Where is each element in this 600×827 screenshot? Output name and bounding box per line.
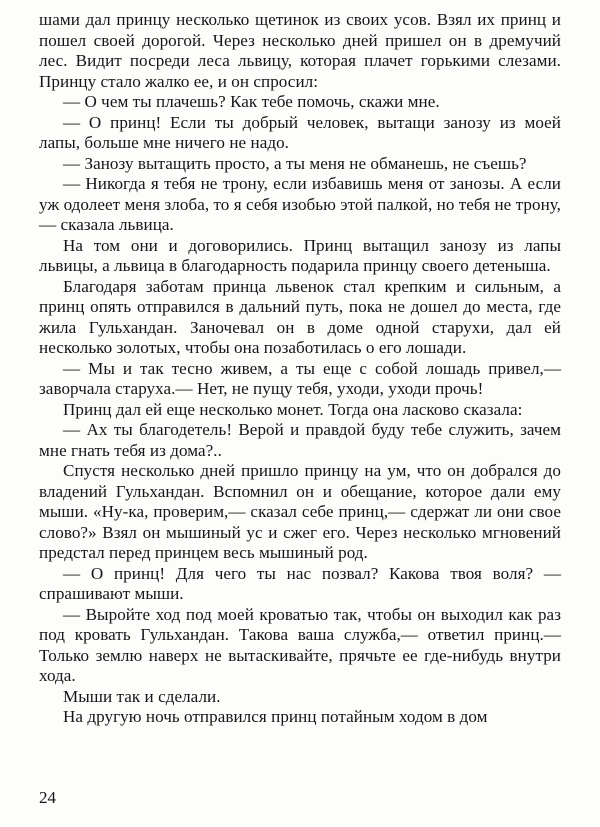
paragraph: — Выройте ход под моей кроватью так, чтобы он выходил как раз под кровать Гульхандан. Такова ваша служба,— ответил принц.— Только землю наверх не вытаскивайте, прячьте ее где-нибудь внутри хода. bbox=[39, 604, 561, 685]
paragraph: — О принц! Для чего ты нас позвал? Какова твоя воля? — спрашивают мыши. bbox=[39, 563, 561, 603]
paragraph: Принц дал ей еще несколько монет. Тогда она ласково сказала: bbox=[63, 399, 523, 419]
paragraph: На другую ночь отправился принц потайным ходом в дом bbox=[63, 707, 488, 726]
paragraph: Мыши так и сделали. bbox=[63, 686, 221, 706]
paragraph: шами дал принцу несколько щетинок из своих усов. Взял их принц и пошел своей дорогой. Через несколько дней пришел он в дремучий лес. Видит посреди леса львицу, которая плачет горькими слезами. Принцу стало жалко ее, и он спросил: bbox=[39, 10, 561, 91]
paragraph: Благодаря заботам принца львенок стал крепким и сильным, а принц опять отправился в дальний путь, пока не дошел до места, где жила Гульхандан. Заночевал он в доме одной старухи, дал ей несколько золотых, чтобы она позаботилась о его лошади. bbox=[39, 276, 561, 357]
paragraph: Спустя несколько дней пришло принцу на ум, что он добрался до владений Гульхандан. Вспомнил он и обещание, которое дали ему мыши. «Ну-ка, проверим,— сказал себе принц,— сдержат ли они свое слово?» Взял он мышиный ус и сжег его. Через несколько мгновений предстал перед принцем весь мышиный род. bbox=[39, 461, 561, 562]
paragraph: — О принц! Если ты добрый человек, вытащи занозу из моей лапы, больше мне ничего не надо. bbox=[39, 112, 561, 152]
paragraph: — Ах ты благодетель! Верой и правдой буду тебе служить, зачем мне гнать тебя из дома?.. bbox=[39, 420, 561, 460]
paragraph: На том они и договорились. Принц вытащил занозу из лапы львицы, а львица в благодарность подарила принцу своего детеныша. bbox=[39, 235, 561, 275]
page-number: 24 bbox=[39, 788, 56, 807]
paragraph: — О чем ты плачешь? Как тебе помочь, скажи мне. bbox=[63, 92, 440, 111]
paragraph: — Занозу вытащить просто, а ты меня не обманешь, не съешь? bbox=[63, 153, 527, 173]
paragraph: — Никогда я тебя не трону, если избавишь меня от занозы. А если уж одолеет меня злоба, то я себя изобью этой палкой, но тебя не трону,— сказала львица. bbox=[39, 174, 561, 234]
body-text bbox=[39, 10, 561, 728]
paragraph: — Мы и так тесно живем, а ты еще с собой лошадь привел,— заворчала старуха.— Нет, не пущу тебя, уходи, уходи прочь! bbox=[39, 358, 561, 398]
